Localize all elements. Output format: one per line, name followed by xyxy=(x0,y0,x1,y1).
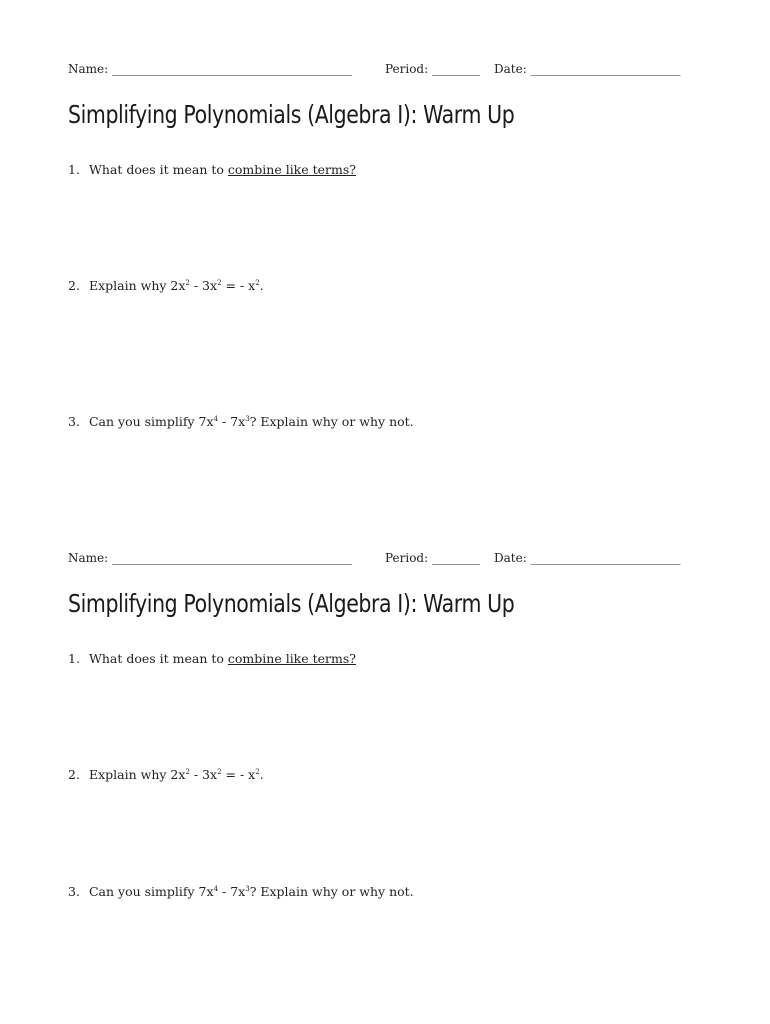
exponent: 2 xyxy=(217,768,222,776)
question-text: - 7x xyxy=(218,414,246,429)
question-number: 1. xyxy=(68,162,80,177)
question-text: What does it mean to xyxy=(88,651,228,666)
question-number: 3. xyxy=(68,414,80,429)
question-text: Can you simplify 7x xyxy=(88,414,214,429)
period-field[interactable]: Period: ________ xyxy=(385,62,480,76)
question-number: 2. xyxy=(68,278,80,293)
question-number: 1. xyxy=(68,651,80,666)
worksheet-title: Simplifying Polynomials (Algebra I): Warm Up xyxy=(68,100,515,129)
question-text: . xyxy=(259,767,264,782)
exponent: 3 xyxy=(245,885,250,893)
question-text: - 3x xyxy=(189,278,218,293)
exponent: 2 xyxy=(185,768,190,776)
question-text: = - x xyxy=(221,278,256,293)
question-number: 3. xyxy=(68,884,80,899)
combine-like-terms-link[interactable]: combine like terms? xyxy=(227,162,356,177)
question-text: = - x xyxy=(221,767,256,782)
question-text: ? Explain why or why not. xyxy=(249,414,414,429)
question-text: Explain why 2x xyxy=(88,767,186,782)
question-2 xyxy=(68,278,264,293)
question-text: Explain why 2x xyxy=(88,278,186,293)
exponent: 2 xyxy=(217,279,222,287)
question-2 xyxy=(68,767,264,782)
question-text: - 3x xyxy=(189,767,218,782)
question-1 xyxy=(68,162,356,177)
question-3 xyxy=(68,884,414,899)
exponent: 4 xyxy=(213,885,219,893)
period-field[interactable]: Period: ________ xyxy=(385,551,480,565)
question-text: ? Explain why or why not. xyxy=(249,884,414,899)
question-number: 2. xyxy=(68,767,80,782)
question-text: - 7x xyxy=(218,884,246,899)
exponent: 4 xyxy=(213,415,219,423)
question-3 xyxy=(68,414,414,429)
question-text: What does it mean to xyxy=(88,162,228,177)
question-text: . xyxy=(259,278,264,293)
exponent: 3 xyxy=(245,415,250,423)
question-1 xyxy=(68,651,356,666)
date-field[interactable]: Date: _________________________ xyxy=(494,551,681,565)
name-field[interactable]: Name: ________________________________________ xyxy=(68,551,352,565)
date-field[interactable]: Date: _________________________ xyxy=(494,62,681,76)
exponent: 2 xyxy=(255,768,260,776)
worksheet-title: Simplifying Polynomials (Algebra I): Warm Up xyxy=(68,589,515,618)
question-text: Can you simplify 7x xyxy=(88,884,214,899)
name-field[interactable]: Name: ________________________________________ xyxy=(68,62,352,76)
combine-like-terms-link[interactable]: combine like terms? xyxy=(227,651,356,666)
exponent: 2 xyxy=(255,279,260,287)
exponent: 2 xyxy=(185,279,190,287)
